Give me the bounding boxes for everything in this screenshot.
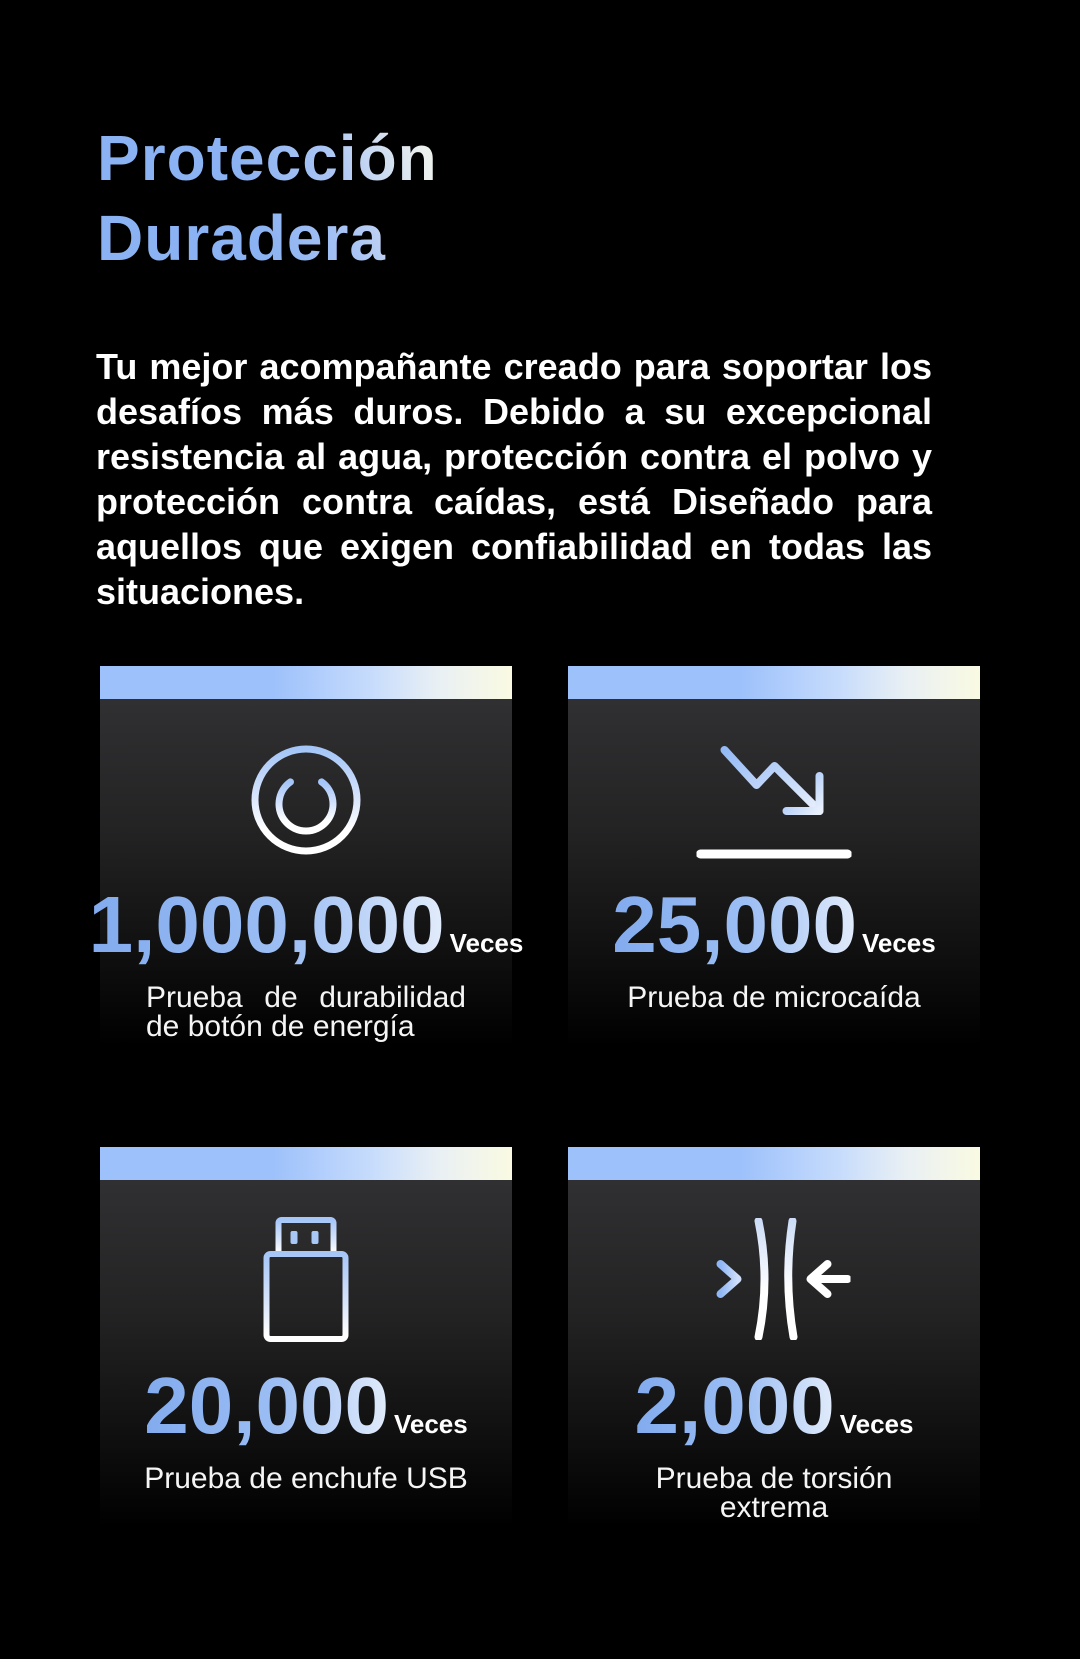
micro-drop-icon: [697, 745, 852, 865]
stat-unit: Veces: [861, 928, 936, 958]
card-extreme-torsion-test: [568, 1147, 980, 1527]
page-title-line1: Protección: [97, 122, 438, 194]
stat-value-row: [568, 880, 980, 969]
intro-paragraph: Tu mejor acompañante creado para soportar los desafíos más duros. Debido a su excepcional resistencia al agua, protección contra el polvo y protección contra caídas, está Diseñado para aquellos que exigen confiabilidad en todas las situaciones.: [96, 346, 932, 612]
card-accent-bar: [568, 1147, 980, 1180]
card-usb-plug-test: [100, 1147, 512, 1527]
card-accent-bar: [568, 666, 980, 699]
stat-number: 25,000: [612, 880, 857, 969]
page-title: [97, 118, 438, 278]
card-micro-drop-test: [568, 666, 980, 1046]
card-body: [568, 1180, 980, 1527]
card-accent-bar: [100, 666, 512, 699]
stat-value-row: [88, 880, 524, 969]
stat-label: Prueba de microcaída: [627, 981, 921, 1014]
stat-label: Prueba de torsión extrema: [655, 1462, 893, 1524]
stat-value-row: [568, 1361, 980, 1450]
stat-unit: Veces: [393, 1409, 468, 1439]
stat-number: 2,000: [634, 1361, 835, 1450]
power-icon: [251, 745, 361, 860]
card-accent-bar: [100, 1147, 512, 1180]
card-body: [88, 699, 524, 1046]
compression-icon: [698, 1218, 851, 1345]
page-title-line2: Duradera: [97, 202, 386, 274]
stat-label: Prueba de enchufe USB: [144, 1462, 468, 1495]
usb-plug-icon: [264, 1217, 349, 1348]
stat-label: Prueba de durabilidad de botón de energía: [146, 981, 466, 1043]
card-body: [568, 699, 980, 1046]
stat-value-row: [100, 1361, 512, 1450]
stat-unit: Veces: [449, 928, 524, 958]
stat-number: 20,000: [144, 1361, 389, 1450]
stat-number: 1,000,000: [88, 880, 445, 969]
card-body: [100, 1180, 512, 1527]
card-power-button-durability: [88, 666, 524, 1046]
stat-unit: Veces: [839, 1409, 914, 1439]
